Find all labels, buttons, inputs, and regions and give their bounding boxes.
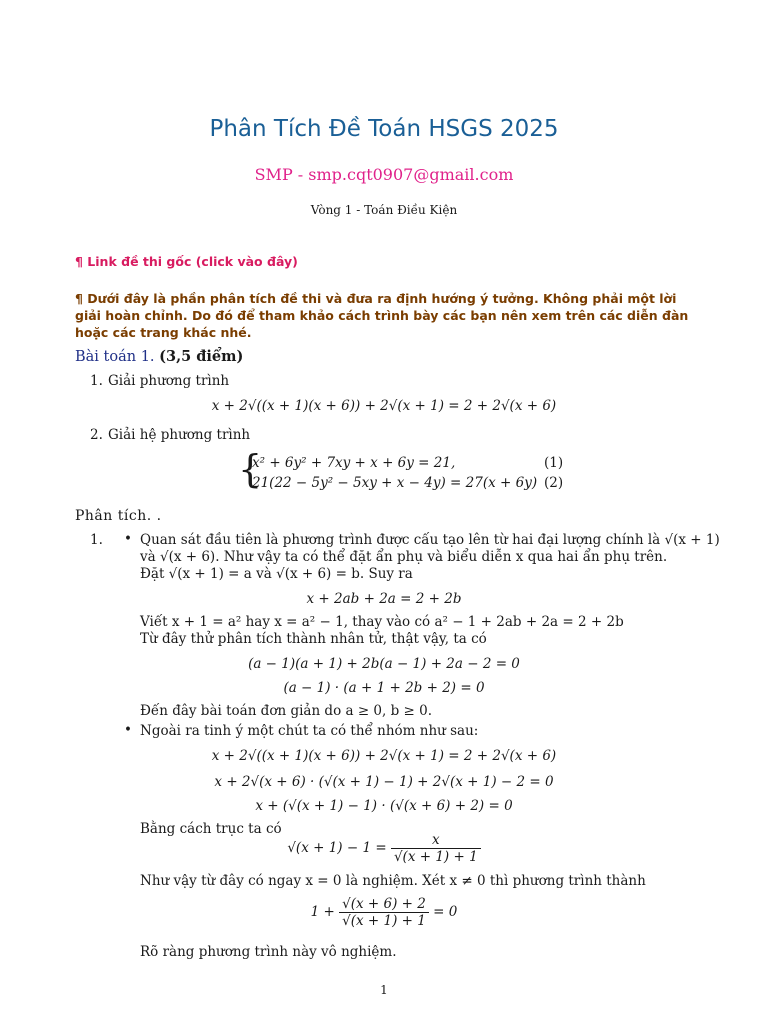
system-equation-2: 21(22 − 5y² − 5xy + x − 4y) = 27(x + 6y): [252, 475, 538, 491]
original-exam-link[interactable]: ¶ Link đề thi gốc (click vào đây): [75, 254, 298, 269]
b2-frac2-right: = 0: [433, 904, 458, 920]
b1-equation-2: (a − 1)(a + 1) + 2b(a − 1) + 2a − 2 = 0: [248, 656, 520, 672]
analysis-heading: Phân tích. .: [75, 508, 162, 524]
bullet-icon: •: [124, 531, 132, 547]
item-1-text: Giải phương trình: [108, 373, 230, 389]
system-tag-2: (2): [544, 475, 564, 491]
problem-points: (3,5 điểm): [159, 348, 244, 365]
b2-frac-left: √(x + 1) − 1 =: [287, 840, 387, 856]
b2-fraction-equation: [0, 832, 768, 865]
b2-frac2-left: 1 +: [310, 904, 335, 920]
bullet-icon: •: [124, 722, 132, 738]
b1-equation-1: x + 2ab + 2a = 2 + 2b: [306, 591, 462, 607]
problem-label: Bài toán 1.: [75, 349, 155, 365]
item-1-number: 1.: [90, 373, 103, 389]
b2-equation-3: x + (√(x + 1) − 1) · (√(x + 6) + 2) = 0: [255, 798, 513, 814]
b2-fraction-2: [339, 896, 429, 929]
b2-equation-1: x + 2√((x + 1)(x + 6)) + 2√(x + 1) = 2 + 2√(x + 6): [211, 748, 557, 764]
b1-line1: Quan sát đầu tiên là phương trình được cấu tạo lên từ hai đại lượng chính là √(x + 1): [140, 532, 720, 548]
round-subtitle: Vòng 1 - Toán Điều Kiện: [310, 203, 458, 217]
item-2-number: 2.: [90, 427, 103, 443]
b1-line5: Từ đây thử phân tích thành nhân tử, thật vậy, ta có: [140, 631, 487, 647]
b2-line3: Như vậy từ đây có ngay x = 0 là nghiệm. Xét x ≠ 0 thì phương trình thành: [140, 873, 646, 889]
b1-equation-3: (a − 1) · (a + 1 + 2b + 2) = 0: [283, 680, 485, 696]
page-number: 1: [380, 983, 388, 997]
b2-line2: Bằng cách trục ta có: [140, 821, 282, 837]
item-1-equation: x + 2√((x + 1)(x + 6)) + 2√(x + 1) = 2 + 2√(x + 6): [211, 398, 557, 414]
b2-frac-denominator: √(x + 1) + 1: [393, 849, 478, 865]
item-2-text: Giải hệ phương trình: [108, 427, 251, 443]
b2-line4: Rõ ràng phương trình này vô nghiệm.: [140, 944, 397, 960]
b2-line1: Ngoài ra tinh ý một chút ta có thể nhóm như sau:: [140, 723, 479, 739]
analysis-number: 1.: [90, 532, 103, 548]
b2-equation-2: x + 2√(x + 6) · (√(x + 1) − 1) + 2√(x + 1) − 2 = 0: [214, 774, 554, 790]
page-title: Phân Tích Đề Toán HSGS 2025: [209, 116, 559, 142]
b1-line6: Đến đây bài toán đơn giản do a ≥ 0, b ≥ 0.: [140, 703, 433, 719]
b1-line2: và √(x + 6). Như vậy ta có thể đặt ẩn phụ và biểu diễn x qua hai ẩn phụ trên.: [140, 549, 668, 565]
b1-line3: Đặt √(x + 1) = a và √(x + 6) = b. Suy ra: [140, 566, 413, 582]
b2-frac-numerator: x: [391, 832, 481, 849]
author-line[interactable]: SMP - smp.cqt0907@gmail.com: [254, 165, 514, 184]
system-equation-1: x² + 6y² + 7xy + x + 6y = 21,: [252, 455, 456, 471]
b2-frac2-denominator: √(x + 1) + 1: [342, 913, 426, 929]
disclaimer-note: ¶ Dưới đây là phần phân tích đề thi và đưa ra định hướng ý tưởng. Không phải một lời giải hoàn chỉnh. Do đó để tham khảo cách trình bày các bạn nên xem trên các diễn đàn hoặc các trang khác nhé.: [75, 291, 689, 340]
b2-fraction: [391, 832, 481, 865]
problem-heading: [75, 348, 243, 365]
b2-fraction-equation-2: [0, 896, 768, 929]
system-brace: {: [238, 447, 263, 491]
system-tag-1: (1): [544, 455, 564, 471]
b2-frac2-numerator: √(x + 6) + 2: [339, 896, 429, 913]
b1-line4: Viết x + 1 = a² hay x = a² − 1, thay vào có a² − 1 + 2ab + 2a = 2 + 2b: [140, 614, 624, 630]
